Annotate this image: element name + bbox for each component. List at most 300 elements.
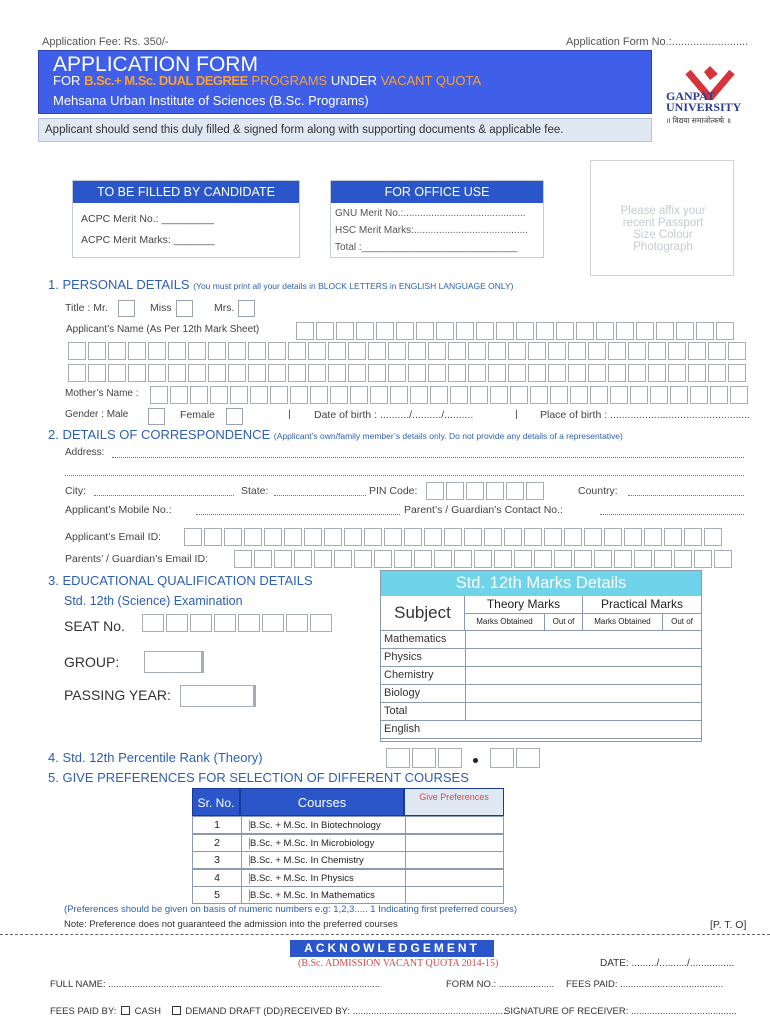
group-label: GROUP: — [64, 654, 120, 670]
institute-name: Mehsana Urban Institute of Sciences (B.Sc. Programs) — [53, 93, 369, 108]
input-box[interactable] — [396, 322, 414, 340]
input-box[interactable] — [248, 364, 266, 382]
input-box[interactable] — [668, 364, 686, 382]
input-box[interactable] — [394, 550, 412, 568]
correspondence-heading: 2. DETAILS OF CORRESPONDENCE (Applicant’s own/family member’s details only. Do not provide any details of a representative) — [48, 427, 623, 442]
subject-name: Mathematics — [384, 633, 447, 645]
input-box[interactable] — [356, 322, 374, 340]
input-box[interactable] — [664, 528, 682, 546]
country-label: Country: — [578, 485, 618, 497]
input-box[interactable] — [684, 528, 702, 546]
marks-table — [380, 570, 702, 742]
passing-year-label: PASSING YEAR: — [64, 687, 171, 703]
input-box[interactable] — [262, 614, 284, 632]
state-label: State: — [241, 485, 269, 497]
input-box[interactable] — [190, 386, 208, 404]
input-box[interactable] — [644, 528, 662, 546]
input-box[interactable] — [166, 614, 188, 632]
input-box[interactable] — [508, 364, 526, 382]
input-box[interactable] — [234, 550, 252, 568]
input-box[interactable] — [188, 342, 206, 360]
parent-contact-field[interactable] — [600, 514, 744, 515]
preference-input[interactable] — [405, 835, 503, 851]
input-box[interactable] — [690, 386, 708, 404]
passing-year-field[interactable] — [180, 685, 256, 707]
input-box[interactable] — [526, 482, 544, 500]
input-box[interactable] — [368, 342, 386, 360]
mother-name-boxes[interactable] — [150, 386, 748, 404]
subject-name: Chemistry — [384, 669, 434, 681]
input-box[interactable] — [108, 342, 126, 360]
input-box[interactable] — [554, 550, 572, 568]
input-box[interactable] — [108, 364, 126, 382]
preference-row — [192, 869, 504, 887]
input-box[interactable] — [284, 528, 302, 546]
input-box[interactable] — [694, 550, 712, 568]
input-box[interactable] — [636, 322, 654, 340]
input-box[interactable] — [506, 482, 524, 500]
input-box[interactable] — [230, 386, 248, 404]
gender-female-label: Female — [180, 409, 216, 421]
application-fee: Application Fee: Rs. 350/- — [42, 36, 169, 48]
applicant-name-boxes-2[interactable] — [68, 342, 746, 360]
input-box[interactable] — [324, 528, 342, 546]
input-box[interactable] — [304, 528, 322, 546]
input-box[interactable] — [268, 342, 286, 360]
input-box[interactable] — [488, 342, 506, 360]
input-box[interactable] — [204, 528, 222, 546]
input-box[interactable] — [410, 386, 428, 404]
input-box[interactable] — [416, 322, 434, 340]
input-box[interactable] — [354, 550, 372, 568]
title-miss-checkbox[interactable] — [176, 300, 193, 317]
input-box[interactable] — [504, 528, 522, 546]
ack-full-name[interactable]: FULL NAME: ....................................................................................................... — [50, 979, 381, 990]
input-box[interactable] — [428, 342, 446, 360]
input-box[interactable] — [68, 364, 86, 382]
input-box[interactable] — [488, 364, 506, 382]
input-box[interactable] — [224, 528, 242, 546]
input-box[interactable] — [148, 342, 166, 360]
input-box[interactable] — [428, 364, 446, 382]
input-box[interactable] — [328, 364, 346, 382]
office-heading: FOR OFFICE USE — [331, 181, 543, 203]
preference-input[interactable] — [405, 887, 503, 903]
input-box[interactable] — [268, 364, 286, 382]
input-box[interactable] — [128, 342, 146, 360]
input-box[interactable] — [348, 342, 366, 360]
title-mrs-label: Mrs. — [214, 302, 235, 314]
input-box[interactable] — [708, 342, 726, 360]
input-box[interactable] — [190, 614, 212, 632]
input-box[interactable] — [128, 364, 146, 382]
preference-row — [192, 851, 504, 869]
input-box[interactable] — [614, 550, 632, 568]
input-box[interactable] — [568, 364, 586, 382]
input-box[interactable] — [528, 364, 546, 382]
preference-sr-no: 5 — [214, 889, 220, 902]
input-box[interactable] — [188, 364, 206, 382]
input-box[interactable] — [704, 528, 722, 546]
mobile-label: Applicant’s Mobile No.: — [65, 504, 172, 516]
input-box[interactable] — [210, 386, 228, 404]
input-box[interactable] — [568, 342, 586, 360]
input-box[interactable] — [628, 364, 646, 382]
page-title: APPLICATION FORM — [53, 53, 258, 76]
input-box[interactable] — [254, 550, 272, 568]
preferences-heading: 5. GIVE PREFERENCES FOR SELECTION OF DIFFERENT COURSES — [48, 770, 469, 785]
ack-form-no[interactable]: FORM NO.: ..................... — [446, 979, 555, 990]
input-box[interactable] — [328, 342, 346, 360]
subject-name: Physics — [384, 651, 422, 663]
input-box[interactable] — [628, 342, 646, 360]
input-box[interactable] — [596, 322, 614, 340]
input-box[interactable] — [184, 528, 202, 546]
city-field[interactable] — [94, 495, 234, 496]
percentile-boxes[interactable] — [386, 748, 540, 768]
group-field[interactable] — [144, 651, 204, 673]
input-box[interactable] — [496, 322, 514, 340]
input-box[interactable] — [170, 386, 188, 404]
marks-row — [381, 685, 701, 703]
input-box[interactable] — [510, 386, 528, 404]
input-box[interactable] — [88, 364, 106, 382]
subject-name: Biology — [384, 687, 421, 699]
input-box[interactable] — [464, 528, 482, 546]
preference-sr-no: 3 — [214, 854, 220, 867]
input-box[interactable] — [208, 342, 226, 360]
subject-name: Total — [384, 705, 408, 717]
cash-checkbox[interactable] — [121, 1006, 130, 1015]
applicant-name-boxes-3[interactable] — [68, 364, 746, 382]
address-line-1[interactable] — [112, 457, 744, 458]
input-box[interactable] — [708, 364, 726, 382]
input-box[interactable] — [728, 364, 746, 382]
preference-sr-no: 2 — [214, 836, 220, 849]
input-box[interactable] — [336, 322, 354, 340]
input-box[interactable] — [274, 550, 292, 568]
input-box[interactable] — [248, 342, 266, 360]
input-box[interactable] — [148, 364, 166, 382]
input-box[interactable] — [68, 342, 86, 360]
input-box[interactable] — [426, 482, 444, 500]
input-box[interactable] — [610, 386, 628, 404]
input-box[interactable] — [730, 386, 748, 404]
courses-header: Courses — [240, 788, 404, 816]
input-box[interactable] — [608, 342, 626, 360]
input-box[interactable] — [454, 550, 472, 568]
ack-date[interactable]: DATE: ........./........../................ — [600, 958, 735, 969]
input-box[interactable] — [436, 322, 454, 340]
input-box[interactable] — [604, 528, 622, 546]
candidate-box — [72, 180, 300, 258]
input-box[interactable] — [390, 386, 408, 404]
input-box[interactable] — [590, 386, 608, 404]
ack-subheading: (B.Sc. ADMISSION VACANT QUOTA 2014-15) — [298, 958, 499, 969]
subject-header: Subject — [381, 596, 465, 631]
input-box[interactable] — [288, 364, 306, 382]
input-box[interactable] — [656, 322, 674, 340]
input-box[interactable] — [384, 528, 402, 546]
input-box[interactable] — [468, 342, 486, 360]
applicant-name-boxes-1[interactable] — [296, 322, 734, 340]
parent-contact-label: Parent’s / Guardian’s Contact No.: — [404, 504, 563, 516]
preference-course: B.Sc. + M.Sc. In Chemistry — [250, 855, 364, 867]
mother-name-label: Mother’s Name : — [65, 388, 139, 399]
input-box[interactable] — [670, 386, 688, 404]
preference-note-1: (Preferences should be given on basis of numeric numbers e.g: 1,2,3..... 1 Indicating first preferred courses) — [64, 904, 518, 915]
ack-heading: ACKNOWLEDGEMENT — [290, 940, 494, 957]
input-box[interactable] — [238, 614, 260, 632]
input-box[interactable] — [228, 342, 246, 360]
input-box[interactable] — [466, 482, 484, 500]
seat-no-label: SEAT No. — [64, 618, 125, 634]
input-box[interactable] — [470, 386, 488, 404]
input-box[interactable] — [648, 364, 666, 382]
input-box[interactable] — [574, 550, 592, 568]
acpc-merit-marks[interactable]: ACPC Merit Marks: _______ — [81, 234, 215, 246]
input-box[interactable] — [570, 386, 588, 404]
input-box[interactable] — [650, 386, 668, 404]
university-logo: GANPAT UNIVERSITY ॥ विद्यया समाजोत्कर्षः ॥ — [662, 64, 762, 134]
parent-email-label: Parents’ / Guardian’s Email ID: — [65, 553, 208, 565]
theory-obtained-header: Marks Obtained — [465, 614, 545, 631]
preference-input[interactable] — [405, 870, 503, 886]
preference-course: B.Sc. + M.Sc. In Biotechnology — [250, 820, 381, 831]
input-box[interactable] — [468, 364, 486, 382]
input-box[interactable] — [408, 364, 426, 382]
input-box[interactable] — [654, 550, 672, 568]
personal-heading: 1. PERSONAL DETAILS (You must print all your details in BLOCK LETTERS in ENGLISH LANGUAGE ONLY) — [48, 277, 514, 292]
input-box[interactable] — [714, 550, 732, 568]
gender-female-checkbox[interactable] — [226, 408, 243, 425]
input-box[interactable] — [168, 364, 186, 382]
input-box[interactable] — [634, 550, 652, 568]
input-box[interactable] — [476, 322, 494, 340]
input-box[interactable] — [290, 386, 308, 404]
input-box[interactable] — [310, 386, 328, 404]
instruction-bar: Applicant should send this duly filled & signed form along with supporting documents & applicable fee. — [38, 118, 652, 142]
theory-marks-header: Theory Marks — [465, 596, 583, 614]
input-box[interactable] — [490, 386, 508, 404]
marks-heading: Std. 12th Marks Details — [381, 571, 701, 596]
country-field[interactable] — [628, 495, 744, 496]
input-box[interactable] — [534, 550, 552, 568]
input-box[interactable] — [528, 342, 546, 360]
ack-received-by[interactable]: RECEIVED BY: ........................................................... — [284, 1006, 509, 1017]
input-box[interactable] — [142, 614, 164, 632]
preferences-table — [192, 788, 504, 904]
input-box[interactable] — [514, 550, 532, 568]
input-box[interactable] — [348, 364, 366, 382]
input-box[interactable] — [624, 528, 642, 546]
subject-name: English — [384, 723, 421, 735]
input-box[interactable] — [448, 342, 466, 360]
input-box[interactable] — [456, 322, 474, 340]
practical-marks-header: Practical Marks — [583, 596, 701, 614]
input-box[interactable] — [404, 528, 422, 546]
input-box[interactable] — [368, 364, 386, 382]
input-box[interactable] — [150, 386, 168, 404]
pin-code-boxes[interactable] — [426, 482, 544, 500]
address-line-2[interactable] — [65, 475, 744, 476]
email-label: Applicant’s Email ID: — [65, 531, 162, 543]
input-box[interactable] — [214, 614, 236, 632]
preference-input[interactable] — [405, 817, 503, 833]
preference-note-2: Note: Preference does not guaranteed the admission into the preferred courses — [64, 919, 398, 930]
input-box[interactable] — [376, 322, 394, 340]
tear-line — [0, 934, 770, 935]
ack-fees-paid[interactable]: FEES PAID: ....................................... — [566, 979, 724, 990]
application-form-no: Application Form No.:......................... — [566, 36, 749, 48]
input-box[interactable] — [668, 342, 686, 360]
date-of-birth-field[interactable]: Date of birth : ........../........../.......... — [314, 409, 474, 421]
input-box[interactable] — [674, 550, 692, 568]
input-box[interactable] — [710, 386, 728, 404]
input-box[interactable] — [244, 528, 262, 546]
dd-checkbox[interactable] — [172, 1006, 181, 1015]
input-box[interactable] — [296, 322, 314, 340]
input-box[interactable] — [270, 386, 288, 404]
input-box[interactable] — [424, 528, 442, 546]
marks-row — [381, 649, 701, 667]
input-box[interactable] — [310, 614, 332, 632]
separator: | — [515, 408, 518, 420]
input-box[interactable] — [430, 386, 448, 404]
input-box[interactable] — [364, 528, 382, 546]
percentile-heading: 4. Std. 12th Percentile Rank (Theory) — [48, 750, 263, 765]
input-box[interactable] — [294, 550, 312, 568]
preference-row — [192, 886, 504, 904]
acpc-merit-no[interactable]: ACPC Merit No.: _________ — [81, 213, 215, 225]
input-box[interactable] — [716, 322, 734, 340]
preference-course: B.Sc. + M.Sc. In Microbiology — [250, 837, 375, 849]
input-box[interactable] — [168, 342, 186, 360]
input-box[interactable] — [334, 550, 352, 568]
input-box[interactable] — [530, 386, 548, 404]
title-mr-checkbox[interactable] — [118, 300, 135, 317]
preference-row — [192, 834, 504, 852]
ack-signature[interactable]: SIGNATURE OF RECEIVER: ........................................ — [504, 1006, 737, 1017]
place-of-birth-field[interactable]: Place of birth : ................................................ — [540, 409, 751, 421]
input-box[interactable] — [630, 386, 648, 404]
input-box[interactable] — [588, 364, 606, 382]
input-box[interactable] — [448, 364, 466, 382]
input-box[interactable] — [728, 342, 746, 360]
input-box[interactable] — [494, 550, 512, 568]
input-box[interactable] — [676, 322, 694, 340]
gnu-merit-no: GNU Merit No.:............................................ — [335, 208, 526, 219]
program-line: FOR B.Sc.+ M.Sc. DUAL DEGREE PROGRAMS UNDER VACANT QUOTA — [53, 73, 482, 88]
input-box[interactable] — [408, 342, 426, 360]
input-box[interactable] — [508, 342, 526, 360]
input-box[interactable] — [588, 342, 606, 360]
input-box[interactable] — [696, 322, 714, 340]
input-box[interactable] — [88, 342, 106, 360]
input-box[interactable] — [288, 342, 306, 360]
input-box[interactable] — [388, 364, 406, 382]
input-box[interactable] — [228, 364, 246, 382]
input-box[interactable] — [550, 386, 568, 404]
input-box[interactable] — [314, 550, 332, 568]
city-label: City: — [65, 485, 86, 497]
applicant-name-label: Applicant’s Name (As Per 12th Mark Sheet) — [66, 324, 260, 335]
std12-heading: Std. 12th (Science) Examination — [64, 594, 243, 608]
preference-sr-no: 4 — [214, 871, 220, 884]
input-box[interactable] — [350, 386, 368, 404]
pto-label: [P. T. O] — [710, 919, 747, 931]
title-miss-label: Miss — [150, 302, 172, 314]
title-mrs-checkbox[interactable] — [238, 300, 255, 317]
input-box[interactable] — [316, 322, 334, 340]
input-box[interactable] — [308, 342, 326, 360]
seat-no-boxes[interactable] — [142, 614, 332, 632]
pin-code-label: PIN Code: — [369, 485, 418, 497]
mobile-field[interactable] — [196, 514, 400, 515]
give-preferences-header: Give Preferences — [404, 788, 504, 816]
input-box[interactable] — [250, 386, 268, 404]
marks-row — [381, 703, 701, 721]
input-box[interactable] — [446, 482, 464, 500]
email-boxes[interactable] — [184, 528, 722, 546]
marks-row — [381, 667, 701, 685]
input-box[interactable] — [374, 550, 392, 568]
input-box[interactable] — [450, 386, 468, 404]
input-box[interactable] — [544, 528, 562, 546]
photo-box[interactable]: Please affix your recent Passport Size Colour Photograph — [590, 160, 734, 276]
input-box[interactable] — [444, 528, 462, 546]
input-box[interactable] — [308, 364, 326, 382]
separator: | — [288, 408, 291, 420]
input-box[interactable] — [548, 342, 566, 360]
input-box[interactable] — [286, 614, 308, 632]
input-box[interactable] — [524, 528, 542, 546]
input-box[interactable] — [208, 364, 226, 382]
input-box[interactable] — [388, 342, 406, 360]
input-box[interactable] — [484, 528, 502, 546]
input-box[interactable] — [330, 386, 348, 404]
preference-input[interactable] — [405, 852, 503, 868]
input-box[interactable] — [616, 322, 634, 340]
input-box[interactable] — [414, 550, 432, 568]
input-box[interactable] — [344, 528, 362, 546]
input-box[interactable] — [264, 528, 282, 546]
input-box[interactable] — [688, 342, 706, 360]
input-box[interactable] — [556, 322, 574, 340]
candidate-heading: TO BE FILLED BY CANDIDATE — [73, 181, 299, 203]
parent-email-boxes[interactable] — [234, 550, 732, 568]
input-box[interactable] — [486, 482, 504, 500]
input-box[interactable] — [370, 386, 388, 404]
gender-male-checkbox[interactable] — [148, 408, 165, 425]
input-box[interactable] — [584, 528, 602, 546]
input-box[interactable] — [548, 364, 566, 382]
input-box[interactable] — [474, 550, 492, 568]
input-box[interactable] — [594, 550, 612, 568]
address-label: Address: — [65, 447, 105, 458]
input-box[interactable] — [608, 364, 626, 382]
ack-fees-paid-by: FEES PAID BY: CASH DEMAND DRAFT (DD) — [50, 1006, 284, 1017]
input-box[interactable] — [688, 364, 706, 382]
input-box[interactable] — [576, 322, 594, 340]
input-box[interactable] — [536, 322, 554, 340]
hsc-merit-marks: HSC Merit Marks:......................................... — [335, 225, 528, 236]
state-field[interactable] — [274, 495, 366, 496]
input-box[interactable] — [434, 550, 452, 568]
input-box[interactable] — [648, 342, 666, 360]
input-box[interactable] — [564, 528, 582, 546]
input-box[interactable] — [516, 322, 534, 340]
